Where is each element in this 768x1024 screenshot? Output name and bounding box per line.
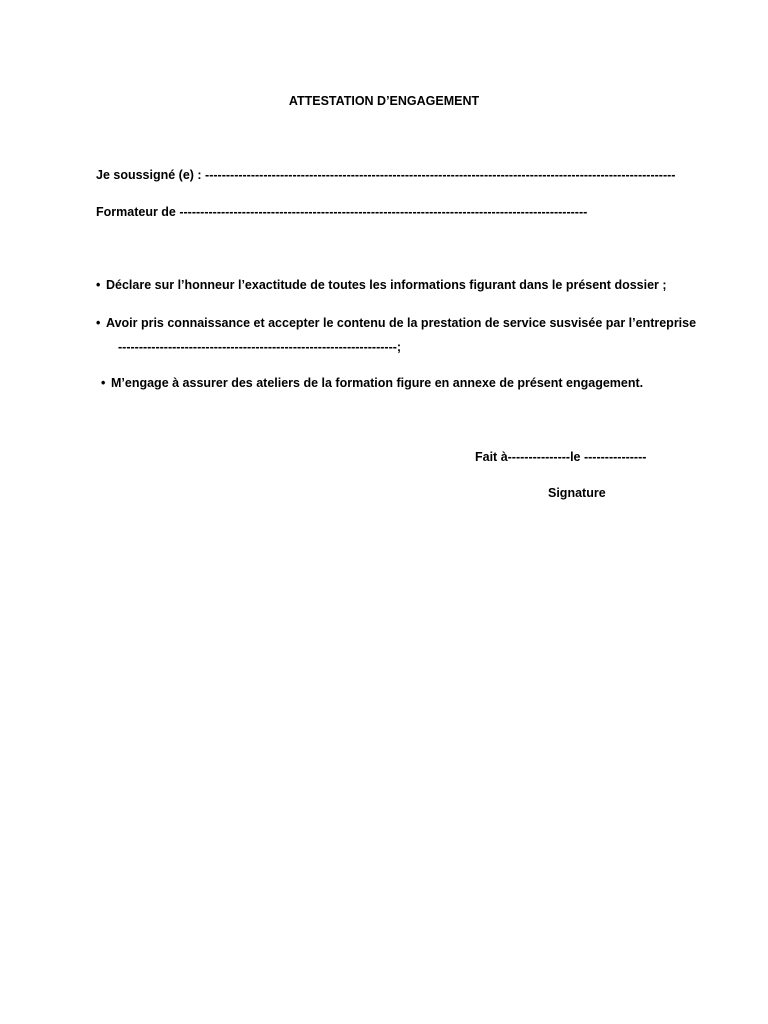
commitment-item-3 [101,376,643,390]
place-date-line: Fait à---------------le --------------- [475,450,647,464]
commitment-item-2 [96,316,696,330]
formateur-field: Formateur de -------------------------------------------------------------------------------------------------- [96,205,588,219]
bullet-icon: • [96,278,101,292]
commitment-item-1 [96,278,667,292]
commitment-text-1: Déclare sur l’honneur l’exactitude de toutes les informations figurant dans le présent dossier ; [106,278,667,292]
commitment-text-3: M’engage à assurer des ateliers de la formation figure en annexe de présent engagement. [111,376,644,390]
soussigne-field: Je soussigné (e) : ----------------------------------------------------------------------------------------------------------------- [96,168,676,182]
bullet-icon: • [96,316,101,330]
bullet-icon: • [101,376,106,390]
document-title: ATTESTATION D’ENGAGEMENT [288,94,480,108]
commitment-text-2: Avoir pris connaissance et accepter le contenu de la prestation de service susvisée par l’entreprise [106,316,697,330]
signature-label: Signature [548,486,606,500]
commitment-2-continuation: -------------------------------------------------------------------; [118,340,402,354]
